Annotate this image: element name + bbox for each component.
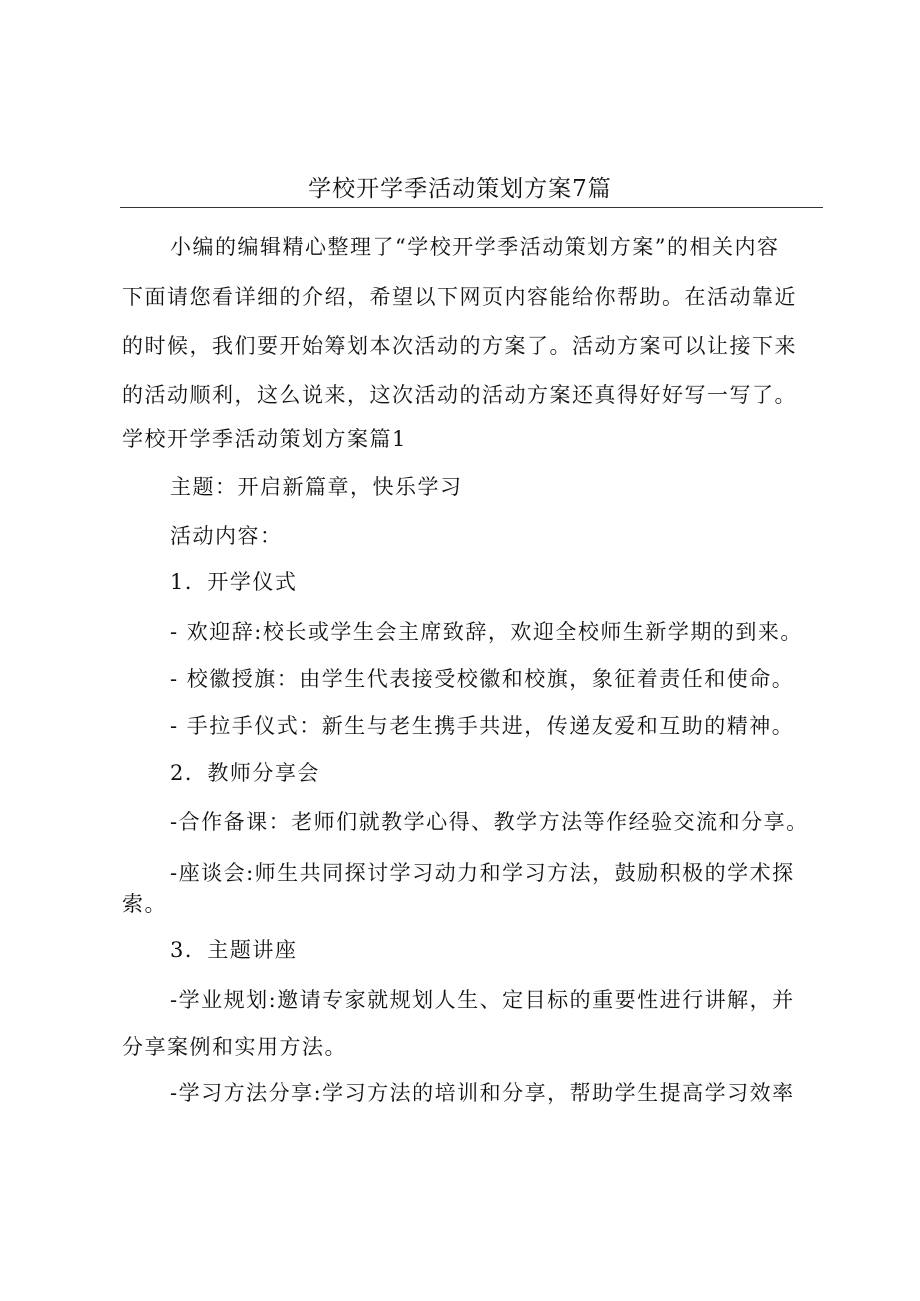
section-heading: 学校开学季活动策划方案篇1 xyxy=(122,427,407,451)
item-2-point-2: -座谈会:师生共同探讨学习动力和学习方法，鼓励积极的学术探 xyxy=(170,861,795,885)
item-1-point-2: - 校徽授旗：由学生代表接受校徽和校旗，象征着责任和使命。 xyxy=(170,667,795,691)
item-1-heading: 1．开学仪式 xyxy=(170,570,298,594)
item-3-point-2: -学习方法分享:学习方法的培训和分享，帮助学生提高学习效率 xyxy=(170,1081,795,1105)
intro-line-3: 的时候，我们要开始筹划本次活动的方案了。活动方案可以让接下来 xyxy=(122,334,797,358)
item-3-heading: 3．主题讲座 xyxy=(170,938,298,962)
intro-line-1: 小编的编辑精心整理了“学校开学季活动策划方案”的相关内容 xyxy=(170,235,780,259)
activity-label: 活动内容： xyxy=(170,524,283,548)
item-1-point-1: - 欢迎辞:校长或学生会主席致辞，欢迎全校师生新学期的到来。 xyxy=(170,620,803,644)
theme-line: 主题：开启新篇章，快乐学习 xyxy=(170,475,463,499)
document-title: 学校开学季活动策划方案7篇 xyxy=(308,176,612,202)
title-underline xyxy=(120,207,823,208)
item-2-point-1: -合作备课：老师们就教学心得、教学方法等作经验交流和分享。 xyxy=(170,810,809,834)
item-1-point-3: - 手拉手仪式：新生与老生携手共进，传递友爱和互助的精神。 xyxy=(170,714,795,738)
intro-line-4: 的活动顺利，这么说来，这次活动的活动方案还真得好好写一写了。 xyxy=(122,383,797,407)
item-3-point-1-continued: 分享案例和实用方法。 xyxy=(122,1035,347,1059)
item-3-point-1: -学业规划:邀请专家就规划人生、定目标的重要性进行讲解，并 xyxy=(170,988,795,1012)
item-2-point-2-continued: 索。 xyxy=(122,892,167,916)
intro-line-2: 下面请您看详细的介绍，希望以下网页内容能给你帮助。在活动靠近 xyxy=(122,285,797,309)
item-2-heading: 2．教师分享会 xyxy=(170,761,320,785)
